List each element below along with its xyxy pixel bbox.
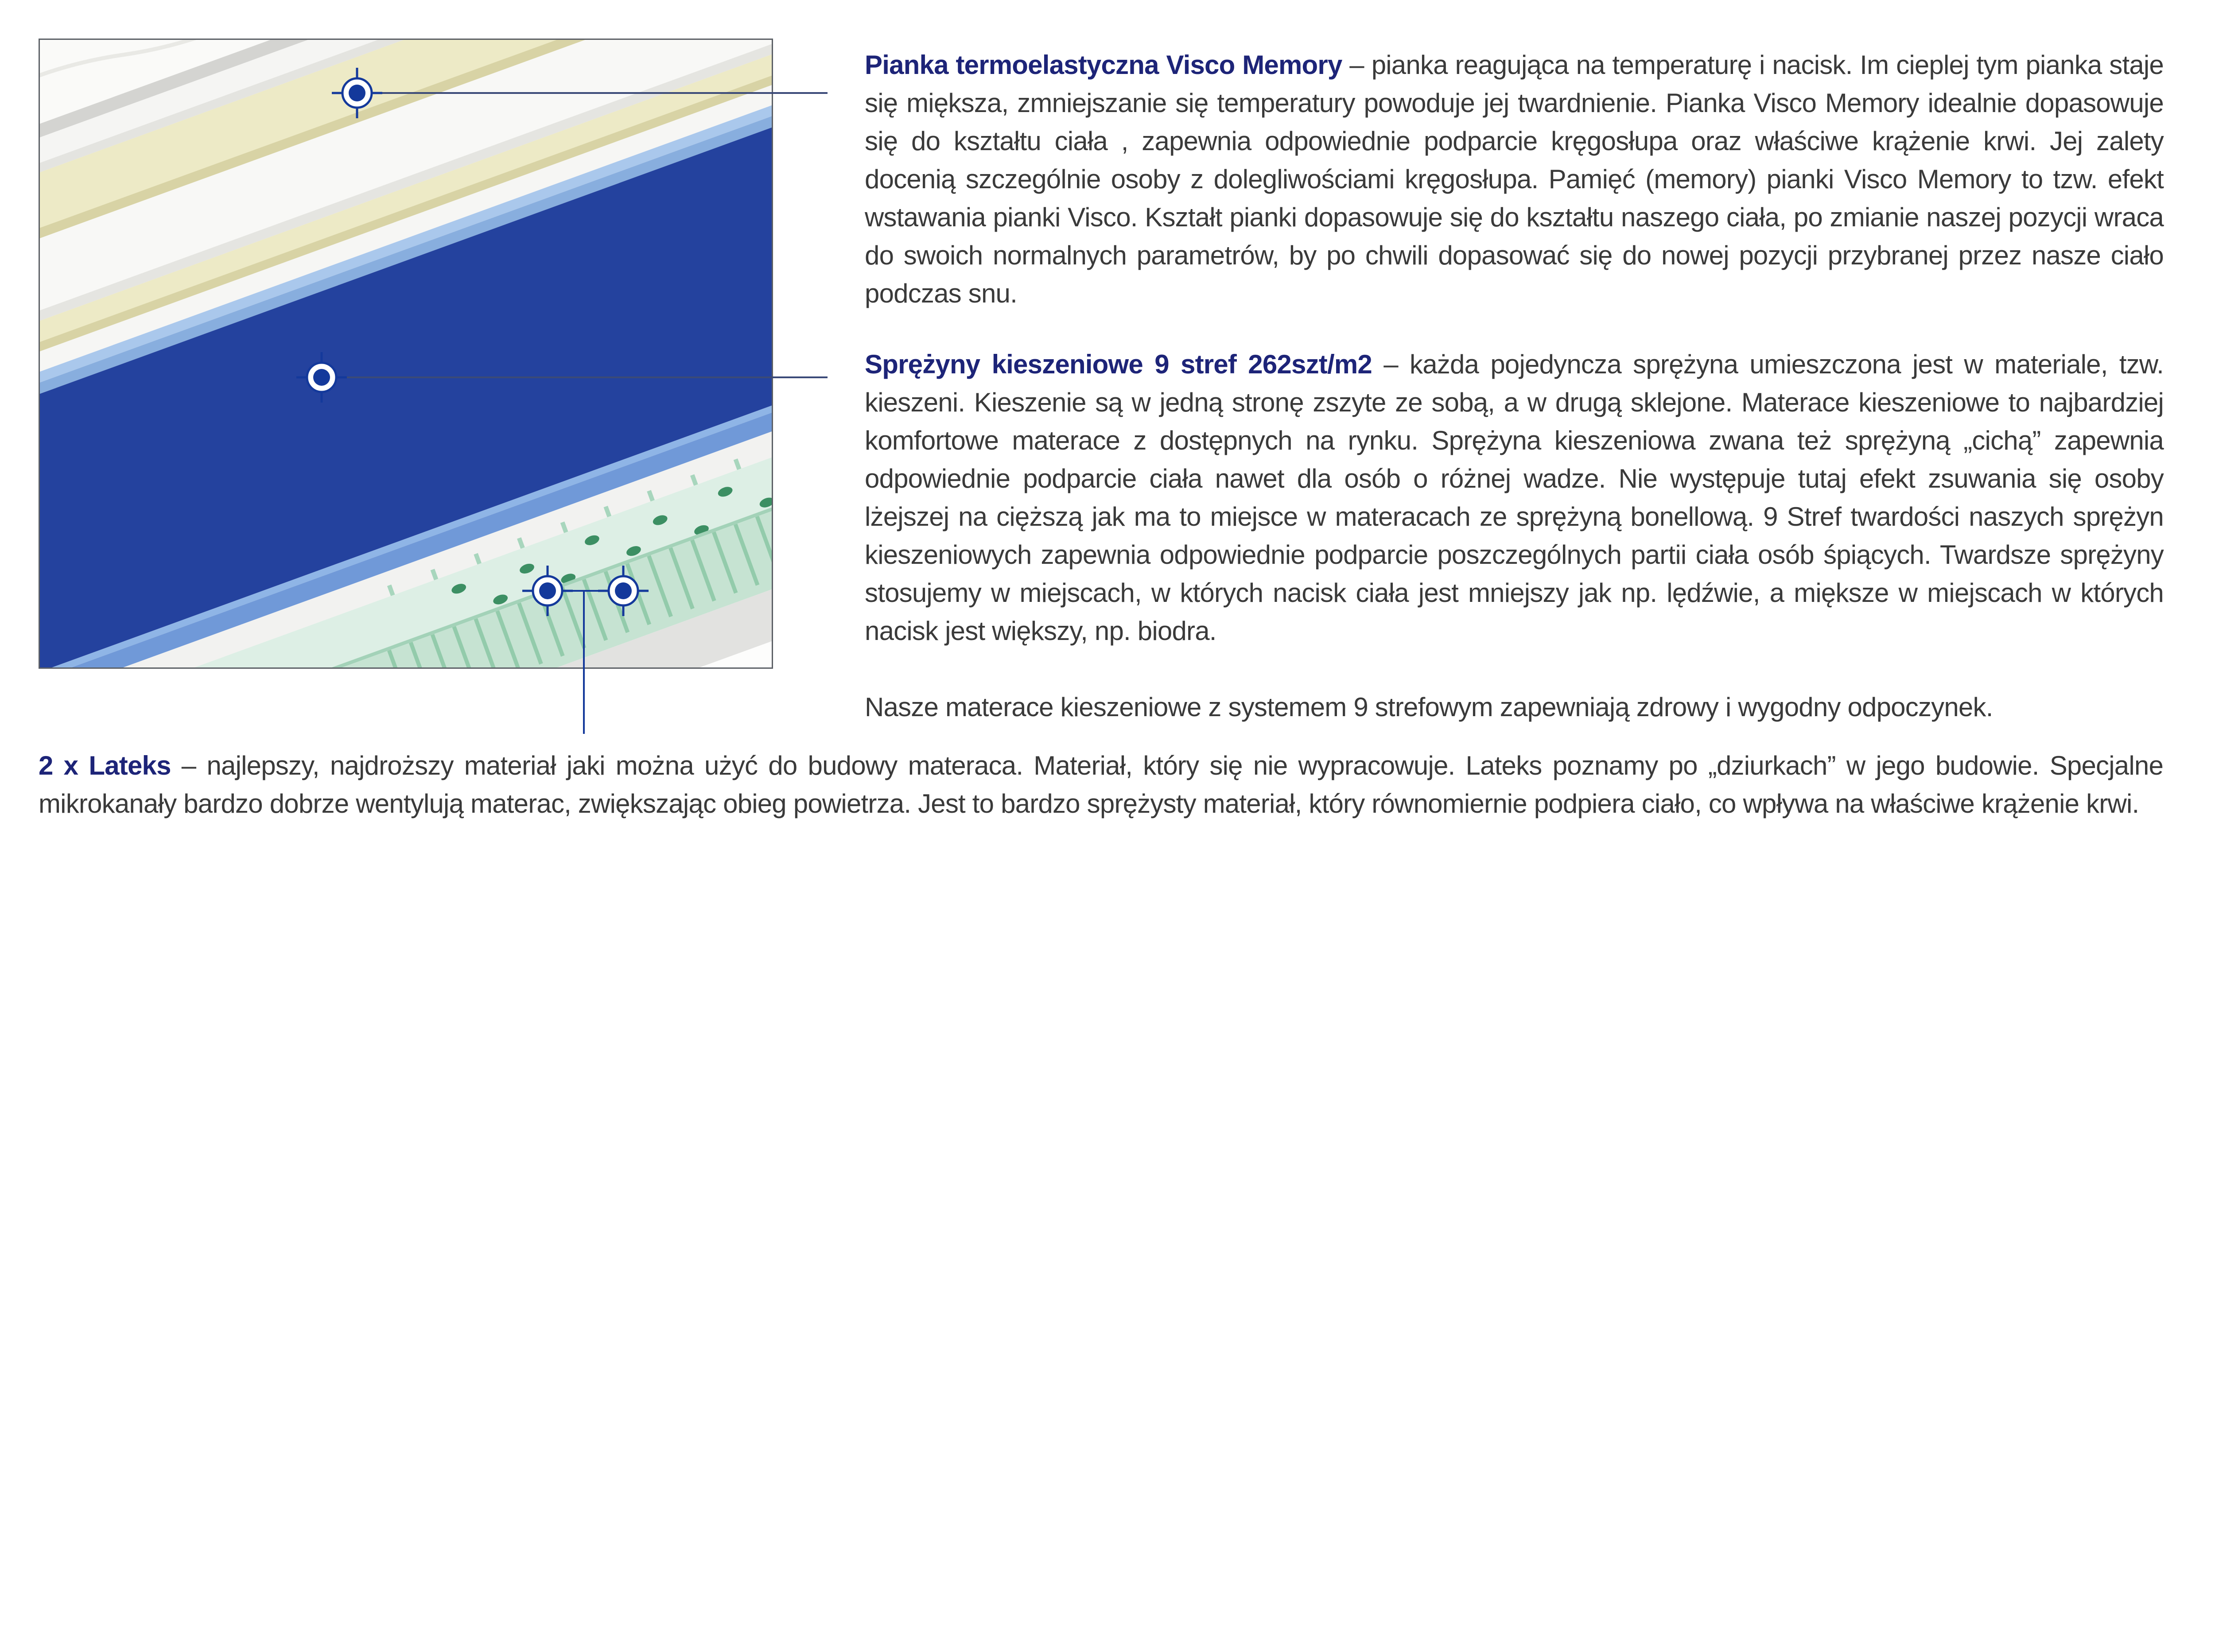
section-springs-heading: Sprężyny kieszeniowe 9 stref 262szt/m2 bbox=[865, 349, 1372, 379]
mattress-cross-section-image bbox=[39, 39, 773, 669]
section-springs-sep: – bbox=[1372, 349, 1410, 379]
section-lateks-heading: 2 x Lateks bbox=[39, 751, 171, 780]
section-springs bbox=[865, 345, 2164, 650]
section-visco bbox=[865, 46, 2164, 313]
section-springs-body: każda pojedyncza sprężyna umieszczona jest w materiale, tzw. kieszeni. Kieszenie są w jedną stronę zszyte ze sobą, a w drugą sklejone. Materace kieszeniowe to najbardziej komfortowe materace z dostępnych na rynku. Sprężyna kieszeniowa zwana też sprężyną „cichą” zapewnia odpowiednie podparcie ciała nawet dla osób o różnej wadze. Nie występuje tutaj efekt zsuwania się osoby lżejszej na cięższą jak ma to miejsce w materacach ze sprężyną bonellową. 9 Stref twardości naszych sprężyn kieszeniowych zapewnia odpowiednie podparcie poszczególnych partii ciała osób śpiących. Twardsze sprężyny stosujemy w miejscach, w których nacisk ciała jest mniejszy jak np. lędźwie, a miększe w miejscach w których nacisk jest większy, np. biodra. bbox=[865, 349, 2164, 646]
section-lateks bbox=[39, 747, 2163, 823]
section-visco-heading: Pianka termoelastyczna Visco Memory bbox=[865, 50, 1342, 80]
section-lateks-body: najlepszy, najdroższy materiał jaki można użyć do budowy materaca. Materiał, który się nie wypracowuje. Lateks poznamy po „dziurkach” w jego budowie. Specjalne mikrokanały bardzo dobrze wentylują materac, zwiększając obieg powietrza. Jest to bardzo sprężysty materiał, który równomiernie podpiera ciało, co wpływa na właściwe krążenie krwi. bbox=[39, 751, 2164, 818]
section-springs-footer: Nasze materace kieszeniowe z systemem 9 strefowym zapewniają zdrowy i wygodny odpoczynek. bbox=[865, 692, 1993, 722]
mattress-layers bbox=[39, 39, 773, 669]
section-lateks-sep: – bbox=[171, 751, 207, 780]
section-visco-sep: – bbox=[1342, 50, 1372, 80]
section-visco-body: pianka reagująca na temperaturę i nacisk. Im cieplej tym pianka staje się miększa, zmniejszanie się temperatury powoduje jej twardnienie. Pianka Visco Memory idealnie dopasowuje się do kształtu ciała , zapewnia odpowiednie podparcie kręgosłupa oraz właściwe krążenie krwi. Jej zalety docenią szczególnie osoby z dolegliwościami kręgosłupa. Pamięć (memory) pianki Visco Memory to tzw. efekt wstawania pianki Visco. Kształt pianki dopasowuje się do kształtu naszego ciała, po zmianie naszej pozycji wraca do swoich normalnych parametrów, by po chwili dopasować się do nowej pozycji przybranej przez nasze ciało podczas snu. bbox=[865, 50, 2164, 308]
